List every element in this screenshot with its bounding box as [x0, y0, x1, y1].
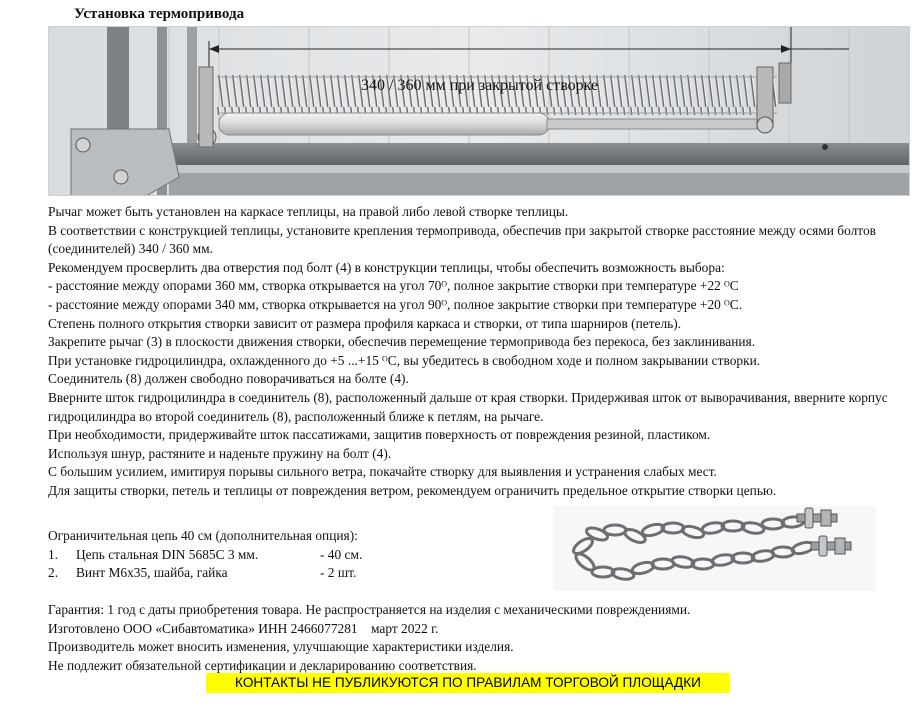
instruction-paragraph: В соответствии с конструкцией теплицы, установите крепления термопривода, обеспечив при закрытой створке расстояние между осями болтов (соединителей) 340 / 360 мм. [48, 222, 876, 257]
item-quantity: - 40 см. [320, 546, 363, 562]
item-number: 2. [48, 565, 59, 581]
chain-option-item [48, 546, 362, 565]
instruction-paragraph: Рычаг может быть установлен на каркасе теплицы, на правой либо левой створке теплицы. [48, 204, 569, 219]
changes-text: Производитель может вносить изменения, улучшающие характеристики изделия. [48, 639, 514, 655]
chain-option-heading: Ограничительная цепь 40 см (дополнительная опция): [48, 528, 358, 543]
instruction-paragraph: Соединитель (8) должен свободно поворачиваться на болте (4). [48, 371, 409, 387]
instructions-body [48, 203, 898, 501]
instruction-paragraph: С большим усилием, имитируя порывы сильного ветра, покачайте створку для выявления и устранения слабых мест. [48, 464, 717, 480]
instruction-paragraph: Для защиты створки, петель и теплицы от повреждения ветром, рекомендуем ограничить предельное открытие створки цепью. [48, 482, 777, 498]
instruction-paragraph: - расстояние между опорами 360 мм, створка открывается на угол 70ᴼ, полное закрытие створки при температуре +22 ᴼС [48, 278, 739, 294]
chain-option [48, 527, 362, 583]
thermal-actuator-illustration [49, 27, 909, 195]
instruction-paragraph: Используя шнур, растяните и наденьте пружину на болт (4). [48, 445, 392, 461]
instruction-paragraph: Закрепите рычаг (3) в плоскости движения створки, обеспечив перемещение термопривода без перекоса, без заклинивания. [48, 334, 756, 350]
warranty-text: Гарантия: 1 год с даты приобретения товара. Не распространяется на изделия с механическими повреждениями. [48, 602, 691, 617]
certification-text: Не подлежит обязательной сертификации и декларированию соответствия. [48, 657, 477, 673]
contacts-notice: КОНТАКТЫ НЕ ПУБЛИКУЮТСЯ ПО ПРАВИЛАМ ТОРГОВОЙ ПЛОЩАДКИ [206, 673, 730, 693]
instruction-paragraph: Степень полного открытия створки зависит от размера профиля каркаса и створки, от типа шарниров (петель). [48, 315, 682, 331]
dimension-label: 340 / 360 мм при закрытой створке [361, 77, 599, 94]
item-quantity: - 2 шт. [320, 565, 357, 581]
chain-photo [553, 506, 876, 591]
chain-option-item [48, 564, 362, 583]
document-title: Установка термопривода [74, 6, 245, 22]
item-number: 1. [48, 546, 59, 562]
instruction-paragraph: При необходимости, придерживайте шток пассатижами, защитив поверхность от повреждения резиной, пластиком. [48, 427, 711, 443]
footer [48, 601, 690, 675]
chain-illustration [553, 506, 876, 591]
instruction-paragraph: При установке гидроцилиндра, охлажденного до +5 ...+15 ᴼС, вы убедитесь в свободном ходе и полном закрывании створки. [48, 352, 761, 368]
instruction-paragraph: Рекомендуем просверлить два отверстия под болт (4) в конструкции теплицы, чтобы обеспечить возможность выбора: [48, 259, 725, 275]
instruction-paragraph: - расстояние между опорами 340 мм, створка открывается на угол 90ᴼ, полное закрытие створки при температуре +20 ᴼС. [48, 296, 743, 312]
item-name: Винт М6х35, шайба, гайка [76, 565, 228, 581]
thermal-actuator-photo [48, 26, 910, 196]
item-name: Цепь стальная DIN 5685C 3 мм. [76, 546, 259, 562]
instruction-paragraph: Вверните шток гидроцилиндра в соединитель (8), расположенный дальше от края створки. Придерживая шток от выворачивания, вверните корпус гидроцилиндра во второй соединитель (8), расположенный ближе к петлям, на рычаге. [48, 389, 888, 424]
manufacturer-text: Изготовлено ООО «Сибавтоматика» ИНН 2466077281 март 2022 г. [48, 620, 439, 636]
